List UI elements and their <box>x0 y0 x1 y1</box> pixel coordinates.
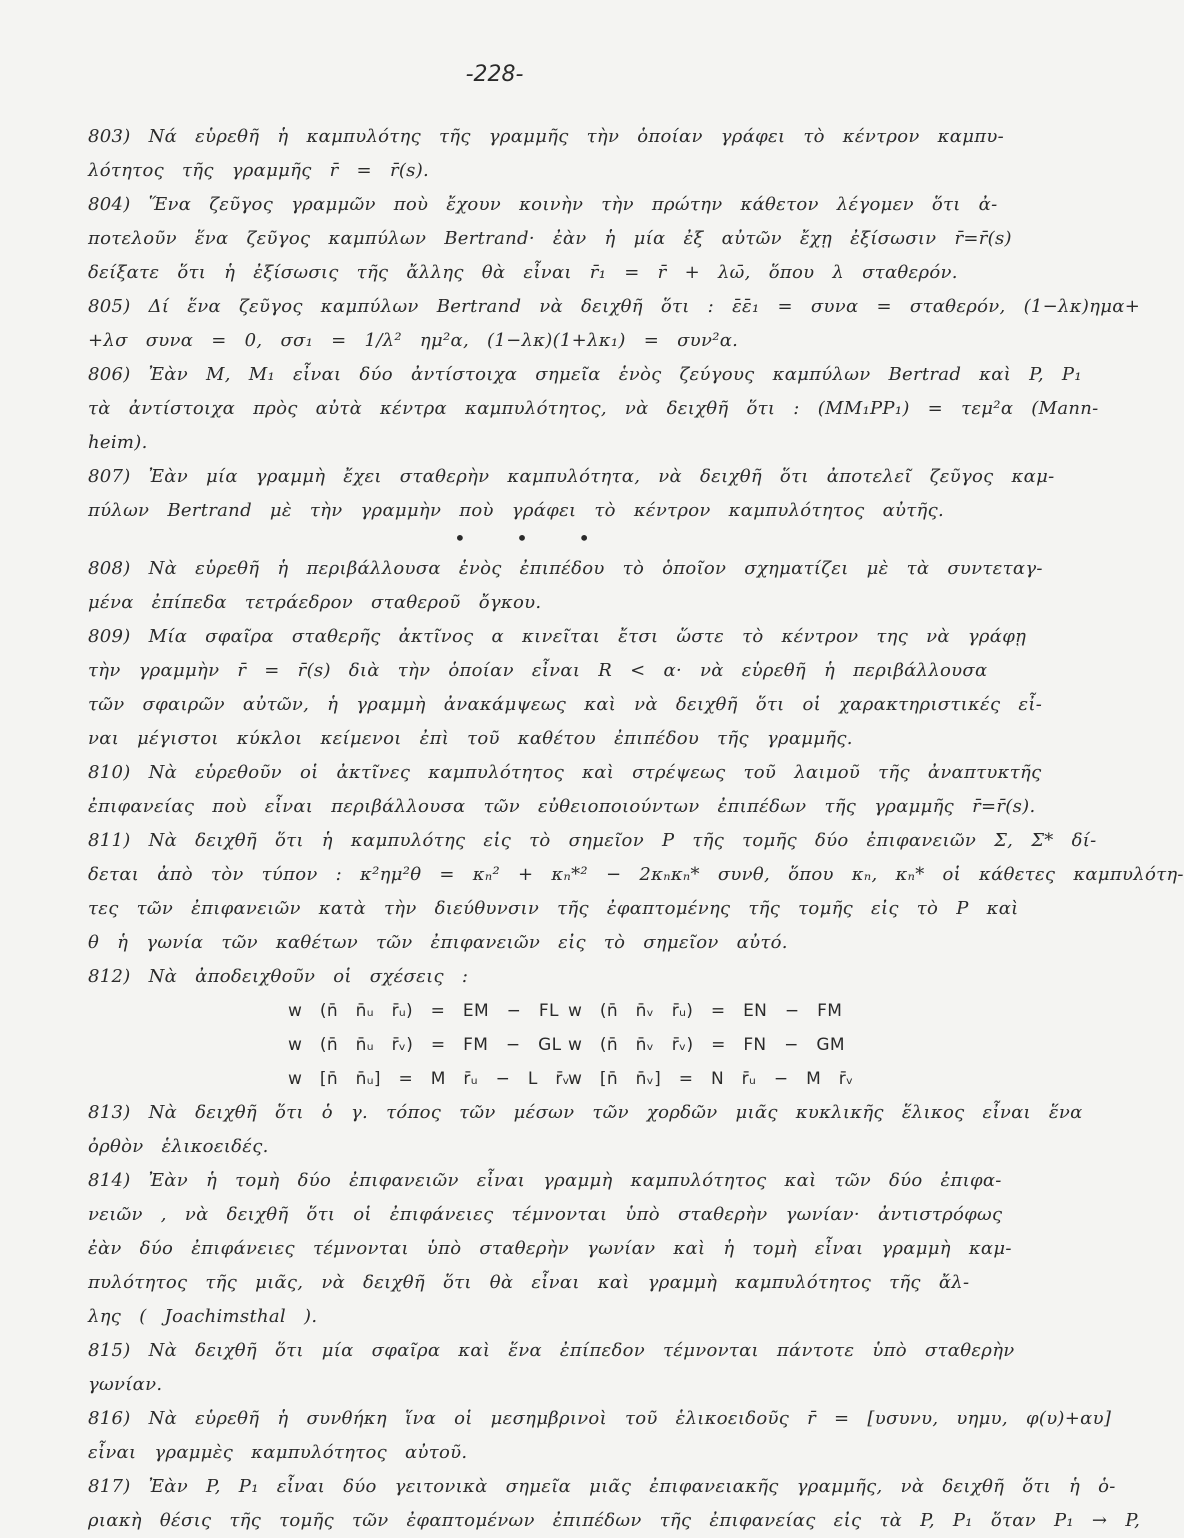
text-line: 816) Νὰ εὑρεθῆ ἡ συνθήκη ἵνα οἱ μεσημβρινοὶ τοῦ ἑλικοειδοῦς r̄ = [υσυνυ, υημυ, φ(υ)+αυ] <box>88 1408 1112 1429</box>
text-line: λης ( Joachimsthal ). <box>88 1306 318 1327</box>
text-line: 811) Νὰ δειχθῆ ὅτι ἡ καμπυλότης εἰς τὸ σημεῖον P τῆς τομῆς δύο ἐπιφανειῶν Σ, Σ* δί- <box>88 830 1097 851</box>
section-separator: • • • <box>453 526 613 550</box>
text-line: δείξατε ὅτι ἡ ἐξίσωσις τῆς ἄλλης θὰ εἶναι r̄₁ = r̄ + λω̄, ὅπου λ σταθερόν. <box>88 262 958 283</box>
text-line: 812) Νὰ ἀποδειχθοῦν οἱ σχέσεις : <box>88 966 469 987</box>
text-line: λότητος τῆς γραμμῆς r̄ = r̄(s). <box>88 160 430 181</box>
equation-left: w (n̄ n̄ᵤ r̄ᵤ) = EM − FL <box>288 1001 559 1021</box>
equation-left: w [n̄ n̄ᵤ] = M r̄ᵤ − L r̄ᵥ <box>288 1069 571 1089</box>
text-line: 803) Νά εὑρεθῆ ἡ καμπυλότης τῆς γραμμῆς τὴν ὁποίαν γράφει τὸ κέντρον καμπυ- <box>88 126 1004 147</box>
text-line: 808) Νὰ εὑρεθῆ ἡ περιβάλλουσα ἑνὸς ἐπιπέδου τὸ ὁποῖον σχηματίζει μὲ τὰ συντεταγ- <box>88 558 1043 579</box>
text-line: heim). <box>88 432 148 453</box>
text-line: τὴν γραμμὴν r̄ = r̄(s) διὰ τὴν ὁποίαν εἶναι R < α· νὰ εὑρεθῆ ἡ περιβάλλουσα <box>88 660 988 681</box>
text-line: 817) Ἐὰν P, P₁ εἶναι δύο γειτονικὰ σημεῖα μιᾶς ἐπιφανειακῆς γραμμῆς, νὰ δειχθῆ ὅτι ἡ ὁ- <box>88 1476 1116 1497</box>
equation-row <box>88 994 948 1028</box>
equation-right: w (n̄ n̄ᵥ r̄ᵥ) = FN − GM <box>568 1035 845 1055</box>
text-line: 806) Ἐὰν Μ, Μ₁ εἶναι δύο ἀντίστοιχα σημεῖα ἑνὸς ζεύγους καμπύλων Bertrad καὶ P, P₁ <box>88 364 1082 385</box>
text-line: ἐὰν δύο ἐπιφάνειες τέμνονται ὑπὸ σταθερὴν γωνίαν καὶ ἡ τομὴ εἶναι γραμμὴ καμ- <box>88 1238 1012 1259</box>
text-line: νειῶν , νὰ δειχθῆ ὅτι οἱ ἐπιφάνειες τέμνονται ὑπὸ σταθερὴν γωνίαν· ἀντιστρόφως <box>88 1204 1003 1225</box>
text-line: ναι μέγιστοι κύκλοι κείμενοι ἐπὶ τοῦ καθέτου ἐπιπέδου τῆς γραμμῆς. <box>88 728 853 749</box>
text-line: εἶναι γραμμὲς καμπυλότητος αὐτοῦ. <box>88 1442 468 1463</box>
equation-row <box>88 1028 948 1062</box>
text-line: τες τῶν ἐπιφανειῶν κατὰ τὴν διεύθυνσιν τῆς ἐφαπτομένης τῆς τομῆς εἰς τὸ P καὶ <box>88 898 1019 919</box>
text-line: 804) Ἕνα ζεῦγος γραμμῶν ποὺ ἔχουν κοινὴν τὴν πρώτην κάθετον λέγομεν ὅτι ἀ- <box>88 194 998 215</box>
equation-left: w (n̄ n̄ᵤ r̄ᵥ) = FM − GL <box>288 1035 562 1055</box>
text-line: 810) Νὰ εὑρεθοῦν οἱ ἀκτῖνες καμπυλότητος καὶ στρέψεως τοῦ λαιμοῦ τῆς ἀναπτυκτῆς <box>88 762 1042 783</box>
page-number: -228- <box>465 62 524 87</box>
text-line: 809) Μία σφαῖρα σταθερῆς ἀκτῖνος α κινεῖται ἔτσι ὥστε τὸ κέντρον της νὰ γράφῃ <box>88 626 1027 647</box>
text-line: +λσ συνα = 0, σσ₁ = 1/λ² ημ²α, (1−λκ)(1+λκ₁) = συν²α. <box>88 330 739 351</box>
text-line: 815) Νὰ δειχθῆ ὅτι μία σφαῖρα καὶ ἕνα ἐπίπεδον τέμνονται πάντοτε ὑπὸ σταθερὴν <box>88 1340 1015 1361</box>
equation-row <box>88 1062 948 1096</box>
text-line: 814) Ἐὰν ἡ τομὴ δύο ἐπιφανειῶν εἶναι γραμμὴ καμπυλότητος καὶ τῶν δύο ἐπιφα- <box>88 1170 1002 1191</box>
text-line: ποτελοῦν ἕνα ζεῦγος καμπύλων Bertrand· ἐὰν ἡ μία ἐξ αὐτῶν ἔχῃ ἐξίσωσιν r̄=r̄(s) <box>88 228 1012 249</box>
text-line: τὰ ἀντίστοιχα πρὸς αὐτὰ κέντρα καμπυλότητος, νὰ δειχθῆ ὅτι : (ΜΜ₁PP₁) = τεμ²α (Mann- <box>88 398 1099 419</box>
text-line: πυλότητος τῆς μιᾶς, νὰ δειχθῆ ὅτι θὰ εἶναι καὶ γραμμὴ καμπυλότητος τῆς ἄλ- <box>88 1272 970 1293</box>
text-line: θ ἡ γωνία τῶν καθέτων τῶν ἐπιφανειῶν εἰς τὸ σημεῖον αὐτό. <box>88 932 788 953</box>
text-line: 807) Ἐὰν μία γραμμὴ ἔχει σταθερὴν καμπυλότητα, νὰ δειχθῆ ὅτι ἀποτελεῖ ζεῦγος καμ- <box>88 466 1055 487</box>
text-line: δεται ἀπὸ τὸν τύπον : κ²ημ²θ = κₙ² + κₙ*² − 2κₙκₙ* συνθ, ὅπου κₙ, κₙ* οἱ κάθετες καμπυλότη- <box>88 864 1184 885</box>
text-line: 813) Νὰ δειχθῆ ὅτι ὁ γ. τόπος τῶν μέσων τῶν χορδῶν μιᾶς κυκλικῆς ἕλικος εἶναι ἕνα <box>88 1102 1083 1123</box>
text-line: ὀρθὸν ἑλικοειδές. <box>88 1136 269 1157</box>
text-line: ριακὴ θέσις τῆς τομῆς τῶν ἐφαπτομένων ἐπιπέδων τῆς ἐπιφανείας εἰς τὰ P, P₁ ὅταν P₁ → P, <box>88 1510 1141 1531</box>
text-line: πύλων Bertrand μὲ τὴν γραμμὴν ποὺ γράφει τὸ κέντρον καμπυλότητος αὐτῆς. <box>88 500 945 521</box>
text-line: τῶν σφαιρῶν αὐτῶν, ἡ γραμμὴ ἀνακάμψεως καὶ νὰ δειχθῆ ὅτι οἱ χαρακτηριστικές εἶ- <box>88 694 1043 715</box>
text-line: ἐπιφανείας ποὺ εἶναι περιβάλλουσα τῶν εὐθειοποιούντων ἐπιπέδων τῆς γραμμῆς r̄=r̄(s). <box>88 796 1036 817</box>
text-line: 805) Δί ἕνα ζεῦγος καμπύλων Bertrand νὰ δειχθῆ ὅτι : ε̄ε̄₁ = συνα = σταθερόν, (1−λκ)ημα+ <box>88 296 1141 317</box>
equation-right: w [n̄ n̄ᵥ] = N r̄ᵤ − M r̄ᵥ <box>568 1069 854 1089</box>
equation-right: w (n̄ n̄ᵥ r̄ᵤ) = EN − FM <box>568 1001 843 1021</box>
text-line: γωνίαν. <box>88 1374 163 1395</box>
text-line: μένα ἐπίπεδα τετράεδρον σταθεροῦ ὄγκου. <box>88 592 542 613</box>
page-content <box>88 120 1184 1538</box>
